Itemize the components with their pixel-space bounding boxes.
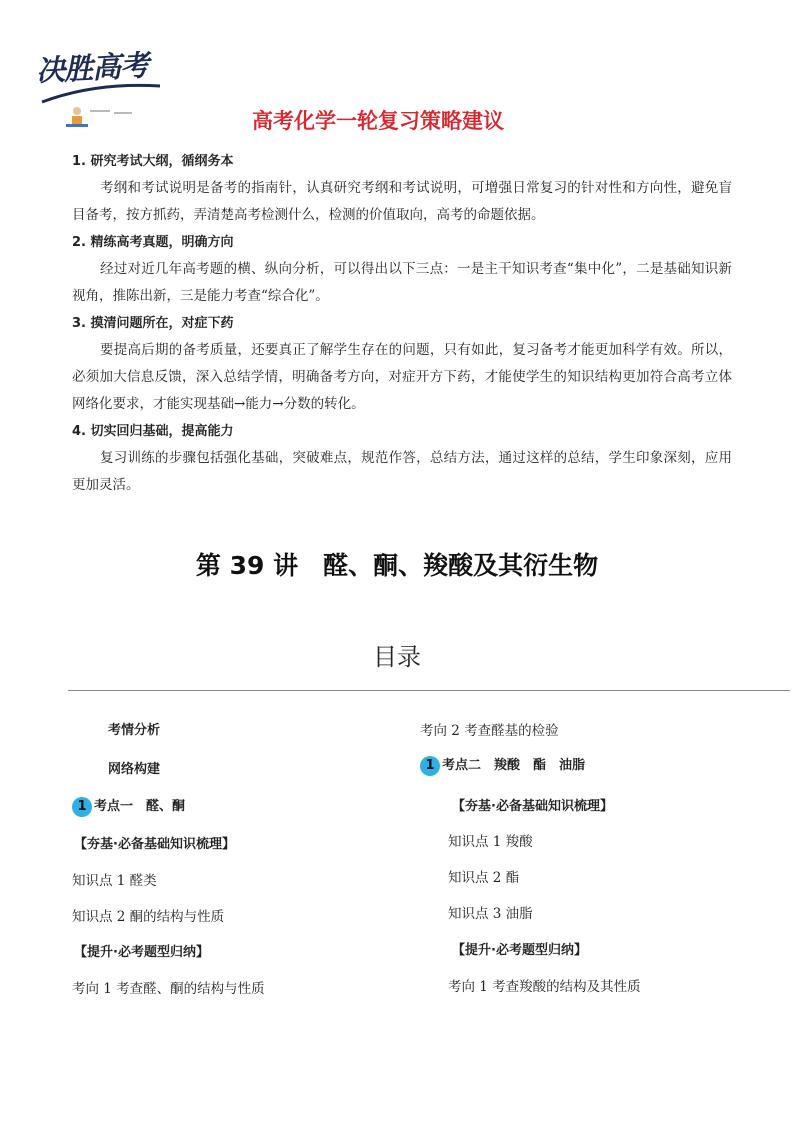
strategy-heading: 4. 切实回归基础，提高能力 — [72, 424, 234, 439]
strategy-heading: 3. 摸清问题所在，对症下药 — [72, 316, 234, 331]
toc-item[interactable]: 考向 1 考查醛、酮的结构与性质 — [72, 981, 265, 997]
strategy-heading: 2. 精练高考真题，明确方向 — [72, 235, 234, 250]
strategy-body: 经过对近几年高考题的横、纵向分析，可以得出以下三点：一是主干知识考查“集中化”，二是基础知识新视角，推陈出新，三是能力考查“综合化”。 — [72, 261, 732, 304]
strategy-section — [72, 148, 732, 499]
logo-swoosh-icon — [36, 46, 164, 136]
toc-item[interactable]: 考向 2 考查醛基的检验 — [420, 723, 559, 739]
toc-item[interactable]: 考向 1 考查羧酸的结构及其性质 — [448, 979, 641, 995]
toc-item-label: 考点一 醛、酮 — [94, 799, 186, 814]
divider — [68, 690, 790, 691]
page-title: 高考化学一轮复习策略建议 — [252, 109, 504, 133]
strategy-item — [72, 418, 732, 499]
toc-item[interactable] — [72, 795, 185, 817]
toc-item[interactable]: 【提升·必考题型归纳】 — [452, 943, 587, 958]
strategy-item — [72, 229, 732, 310]
number-badge-icon: 1 — [420, 756, 440, 776]
strategy-body: 复习训练的步骤包括强化基础，突破难点，规范作答，总结方法，通过这样的总结，学生印象深刻，应用更加灵活。 — [72, 450, 732, 493]
strategy-body: 考纲和考试说明是备考的指南针，认真研究考纲和考试说明，可增强日常复习的针对性和方向性，避免盲目备考，按方抓药，弄清楚高考检测什么，检测的价值取向，高考的命题依据。 — [72, 180, 732, 223]
toc-item-label: 考点二 羧酸 酯 油脂 — [442, 758, 586, 773]
toc-item[interactable]: 【夯基·必备基础知识梳理】 — [452, 799, 613, 814]
toc-item[interactable] — [420, 754, 585, 776]
toc-item[interactable]: 【提升·必考题型归纳】 — [74, 945, 209, 960]
toc-title: 目录 — [373, 643, 421, 671]
toc-item[interactable]: 考情分析 — [108, 723, 161, 738]
strategy-item — [72, 310, 732, 418]
toc-item[interactable]: 网络构建 — [108, 762, 161, 777]
lecture-title: 第 39 讲 醛、酮、羧酸及其衍生物 — [195, 551, 599, 580]
toc-item[interactable]: 知识点 1 羧酸 — [448, 834, 533, 850]
toc-item[interactable]: 知识点 2 酮的结构与性质 — [72, 909, 225, 925]
logo-text: 决胜高考 — [35, 48, 149, 88]
number-badge-icon: 1 — [72, 797, 92, 817]
strategy-body: 要提高后期的备考质量，还要真正了解学生存在的问题，只有如此，复习备考才能更加科学有效。所以，必须加大信息反馈，深入总结学情，明确备考方向，对症开方下药，才能使学生的知识结构更加符合高考立体网络化要求，才能实现基础→能力→分数的转化。 — [72, 342, 732, 412]
strategy-item — [72, 148, 732, 229]
toc-item[interactable]: 知识点 2 酯 — [448, 870, 520, 886]
logo — [36, 46, 164, 136]
toc-item[interactable]: 【夯基·必备基础知识梳理】 — [74, 837, 235, 852]
toc-item[interactable]: 知识点 3 油脂 — [448, 906, 533, 922]
toc-item[interactable]: 知识点 1 醛类 — [72, 873, 157, 889]
strategy-heading: 1. 研究考试大纲，循纲务本 — [72, 154, 234, 169]
